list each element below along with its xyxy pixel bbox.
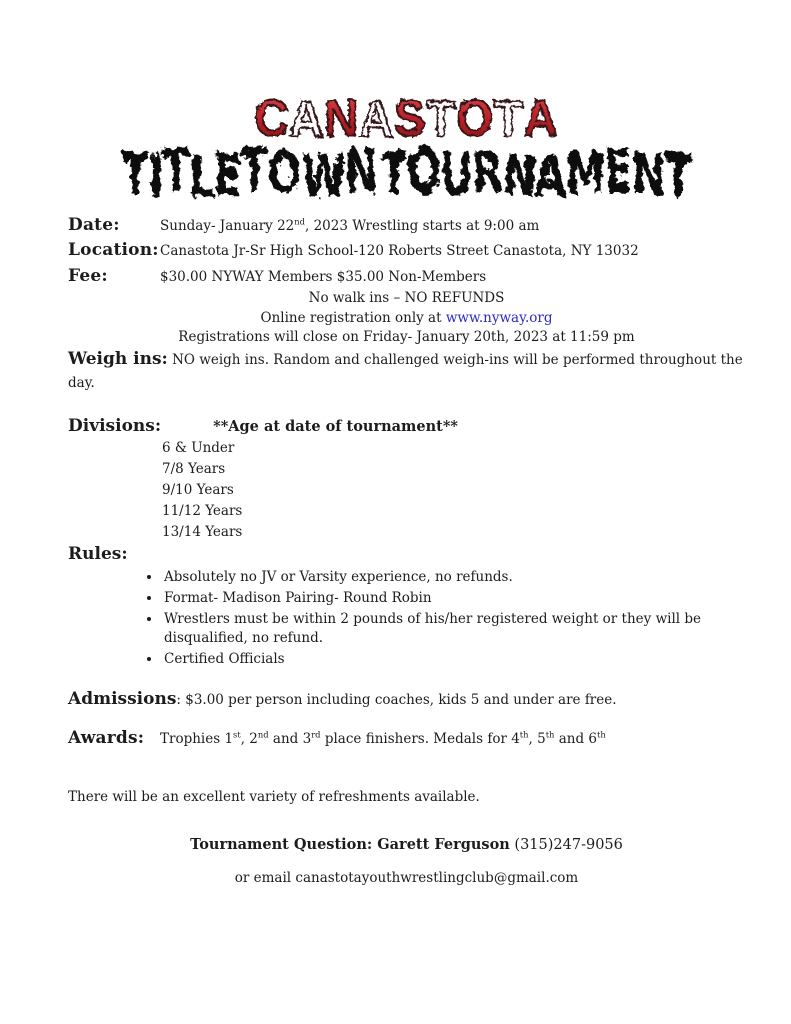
location-value: Canastota Jr-Sr High School-120 Roberts Street Canastota, NY 13032 xyxy=(160,243,639,260)
awards-row xyxy=(68,726,745,752)
rules-section xyxy=(68,543,745,670)
tournament-question-phone: (315)247-9056 xyxy=(509,836,623,853)
date-value: Sunday- January 22nd, 2023 Wrestling starts at 9:00 am xyxy=(160,216,540,234)
rules-label: Rules: xyxy=(68,543,128,564)
division-item: 13/14 Years xyxy=(162,523,243,540)
awards-value: Trophies 1st, 2nd and 3rd place finishers. Medals for 4th, 5th and 6th xyxy=(160,729,606,748)
date-label: Date: xyxy=(68,214,120,235)
division-item: 7/8 Years xyxy=(162,461,226,478)
rule-item: • Format- Madison Pairing- Round Robin xyxy=(162,589,745,608)
rule-item: • Wrestlers must be within 2 pounds of his/her registered weight or they will be disqualified, no refund. xyxy=(162,610,745,648)
weighins-text: NO weigh ins. Random and challenged weigh-ins will be performed throughout the day. xyxy=(68,352,743,391)
division-item: 9/10 Years xyxy=(162,481,234,498)
event-info-section xyxy=(68,213,745,394)
admissions-label: Admissions xyxy=(68,689,177,710)
fee-row xyxy=(68,264,745,290)
weighins-label: Weigh ins: xyxy=(68,349,168,370)
flyer-header xyxy=(68,0,745,213)
divisions-list xyxy=(68,438,745,543)
tournament-question-contact: Tournament Question: Garett Ferguson xyxy=(190,835,510,853)
no-walkins-line: No walk ins – NO REFUNDS xyxy=(308,290,505,307)
divisions-section xyxy=(68,415,745,543)
rule-item: • Absolutely no JV or Varsity experience, no refunds. xyxy=(162,568,745,587)
registration-close-line: Registrations will close on Friday- January 20th, 2023 at 11:59 pm xyxy=(178,328,635,345)
location-row xyxy=(68,238,745,264)
email-line: or email canastotayouthwrestlingclub@gmail.com xyxy=(234,869,579,886)
rule-item: • Certified Officials xyxy=(162,650,745,669)
divisions-heading-row xyxy=(68,415,745,438)
registration-notes xyxy=(68,289,745,347)
refreshments-line: There will be an excellent variety of refreshments available. xyxy=(68,788,480,805)
divisions-label: Divisions: xyxy=(68,416,162,437)
fee-value: $30.00 NYWAY Members $35.00 Non-Members xyxy=(160,268,487,285)
nyway-link[interactable]: www.nyway.org xyxy=(445,309,553,326)
online-registration-line xyxy=(68,309,745,328)
weighins-paragraph xyxy=(68,347,745,393)
rules-list xyxy=(68,568,745,670)
admissions-line xyxy=(68,689,745,709)
title-canastota-logo: CANASTOTA xyxy=(254,88,559,148)
fee-label: Fee: xyxy=(68,265,108,286)
date-row xyxy=(68,213,745,239)
divisions-age-note: **Age at date of tournament** xyxy=(213,418,459,436)
division-item: 11/12 Years xyxy=(162,502,243,519)
title-titletown-tournament-logo: TITLETOWN TOURNAMENT xyxy=(121,135,693,213)
tournament-question-line xyxy=(68,836,745,853)
awards-section xyxy=(68,726,745,752)
location-label: Location: xyxy=(68,240,159,261)
online-registration-text: Online registration only at xyxy=(260,309,446,326)
admissions-text: : $3.00 per person including coaches, kids 5 and under are free. xyxy=(176,692,617,709)
division-item: 6 & Under xyxy=(162,440,235,457)
awards-label: Awards: xyxy=(68,728,145,749)
